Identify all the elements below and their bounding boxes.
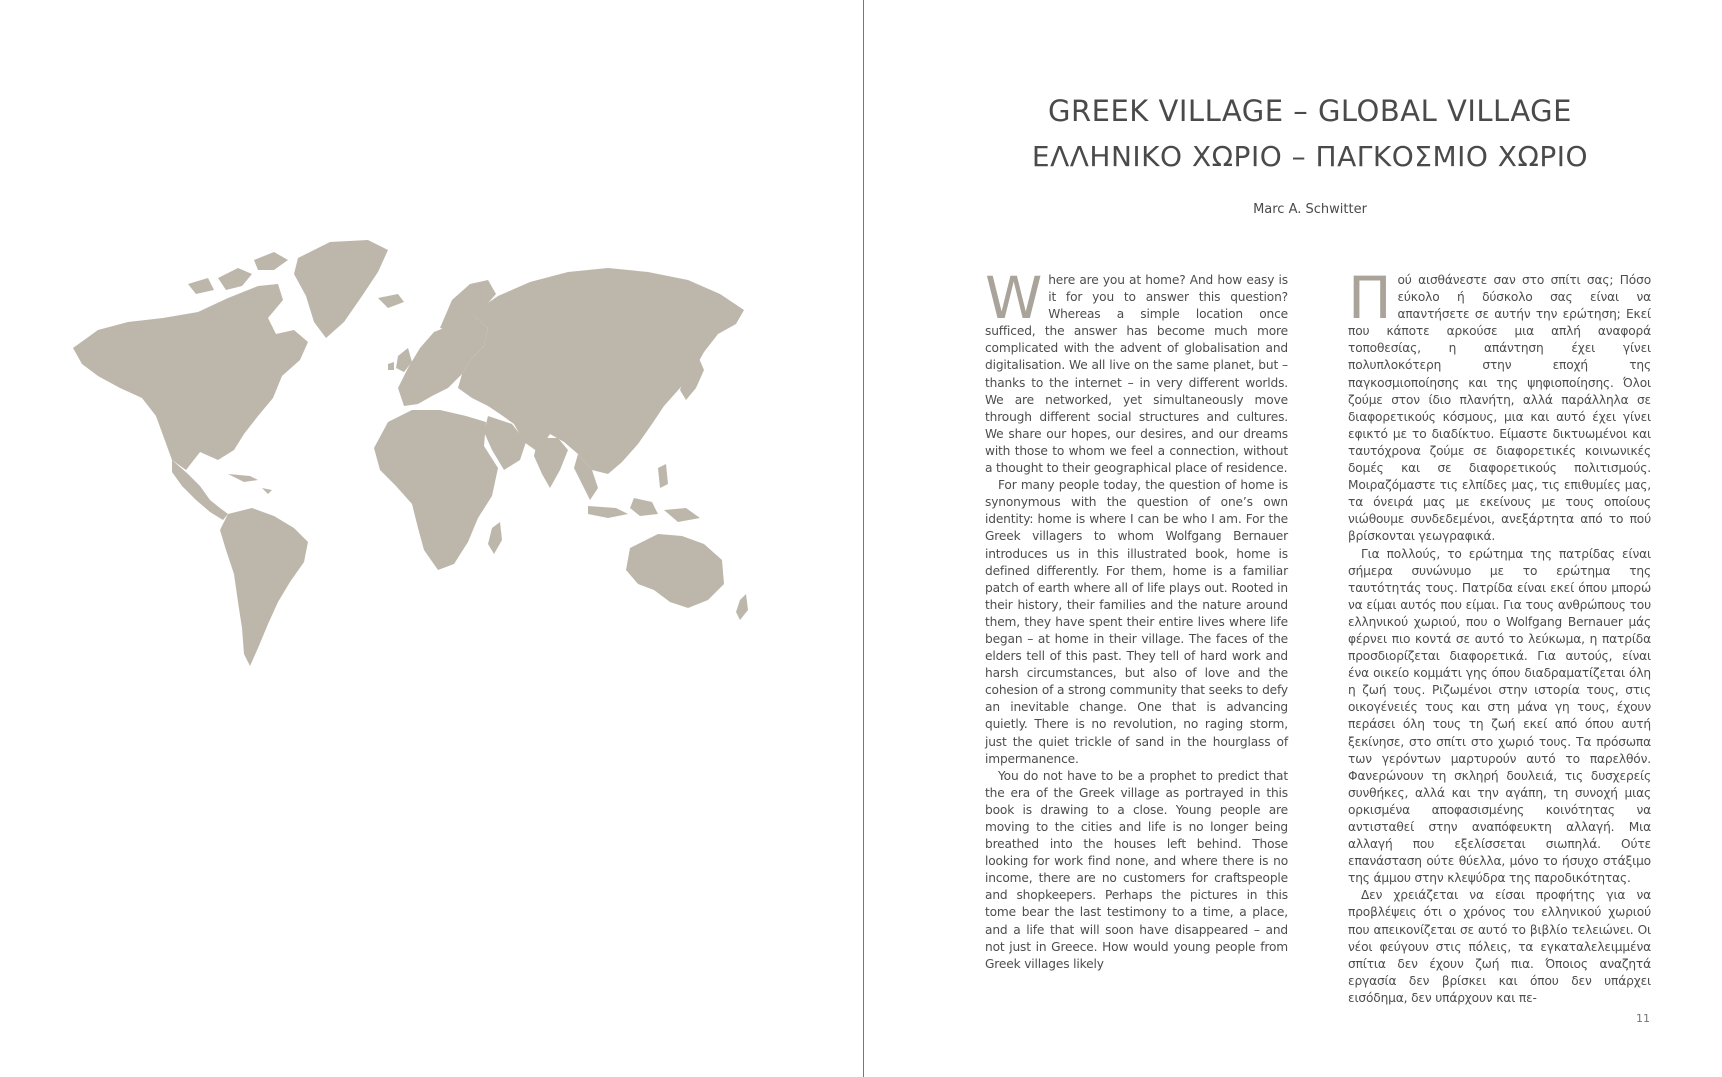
page-number: 11: [1636, 1012, 1650, 1025]
paragraph-text: here are you at home? And how easy is it for you to answer this question? Whereas a simple location once sufficed, the answer has become much more complicated with the advent of globalisation and digitalisation. We all live on the same planet, but – thanks to the internet – in very different worlds. We are networked, yet simultaneously move through different social structures and cultures. We share our hopes, our desires, and our dreams with those to whom we feel a connection, without a thought to their geographical place of residence.: [985, 273, 1288, 476]
english-text-column: [985, 264, 1288, 973]
page-title-english: GREEK VILLAGE – GLOBAL VILLAGE: [1048, 94, 1572, 128]
paragraph: Για πολλούς, το ερώτημα της πατρίδας είναι σήμερα συνώνυμο με το ερώτημα της ταυτότητάς τους. Πατρίδα είναι εκεί όπου μπορώ να είμαι αυτός που είμαι. Για τους ανθρώπους του ελληνικού χωριού, που ο Wolfgang Bernauer μάς φέρνει πιο κοντά σε αυτό το λεύκωμα, η πατρίδα προσδιορίζεται διαφορετικά. Για αυτούς, είναι ένα οικείο κομμάτι γης όπου διαδραματίζεται όλη η ζωή τους. Ριζωμένοι στην ιστορία τους, στις οικογένειές τους και στη μάνα γη τους, έχουν περάσει όλη τους τη ζωή εκεί από όπου αυτή ξεκίνησε, στο σπίτι στο χωριό τους. Τα πρόσωπα των γερόντων μαρτυρούν αυτό το παρελθόν. Φανερώνουν τη σκληρή δουλειά, τις δυσχερείς συνθήκες, αλλά και την αγάπη, τη συνοχή μιας ορκισμένα αποφασισμένης κοινότητας να αντισταθεί στην αναπόφευκτη αλλαγή. Μια αλλαγή που εξελίσσεται σιωπηλά. Ούτε επανάσταση ούτε θύελλα, μόνο το ήσυχο στάξιμο της άμμου στην κλεψύδρα της παροδικότητας.: [1348, 546, 1651, 886]
greek-text-column: [1348, 264, 1651, 1007]
title-block: [985, 88, 1635, 217]
paragraph: Δεν χρειάζεται να είσαι προφήτης για να προβλέψεις ότι ο χρόνος του ελληνικού χωριού που απεικονίζεται σε αυτό το βιβλίο τελειώνει. Οι νέοι φεύγουν στις πόλεις, τα εγκαταλελειμμένα σπίτια δεν έχουν ζωή πια. Όποιος αναζητά εργασία δεν βρίσκει και όπου δεν υπάρχει εισόδημα, δεν υπάρχουν και πε-: [1348, 888, 1651, 1005]
dropcap: W: [985, 264, 1043, 332]
paragraph: [985, 264, 1288, 477]
paragraph-text: ού αισθάνεστε σαν στο σπίτι σας; Πόσο εύκολο ή δύσκολο σας είναι να απαντήσετε σε αυτήν την ερώτηση; Εκεί που κάποτε αρκούσε μια απλή αναφορά τοποθεσίας, η απάντηση έχει γίνει πολυπλοκότερη στην εποχή της παγκοσμιοποίησης και της ψηφιοποίησης. Όλοι ζούμε στον ίδιο πλανήτη, αλλά παράλληλα σε διαφορετικούς κόσμους, μια και αυτό έχει γίνει εφικτό με το διαδίκτυο. Είμαστε δικτυωμένοι και ταυτόχρονα ζούμε σε διαφορετικές κοινωνικές δομές και σε διαφορετικούς πολιτισμούς. Μοιραζόμαστε τις ελπίδες μας, τις επιθυμίες μας, τα όνειρά μας με εκείνους με τους οποίους νιώθουμε συνδεδεμένοι, ανεξάρτητα από το πού βρίσκονται γεωγραφικά.: [1348, 273, 1651, 544]
paragraph: [1348, 264, 1651, 546]
world-map-icon: [68, 238, 748, 678]
page-title-greek: ΕΛΛΗΝΙΚΟ ΧΩΡΙΟ – ΠΑΓΚΟΣΜΙΟ ΧΩΡΙΟ: [1031, 140, 1589, 173]
author-name: Marc A. Schwitter: [1253, 202, 1367, 217]
paragraph: For many people today, the question of home is synonymous with the question of one’s own identity: home is where I can be who I am. For the Greek villagers to whom Wolfgang Bernauer introduces us in this illustrated book, home is defined differently. For them, home is a familiar patch of earth where all of life plays out. Rooted in their history, their families and the nature around them, they have spent their entire lives where life began – at home in their village. The faces of the elders tell of this past. They tell of hard work and harsh circumstances, but also of love and the cohesion of a strong community that seeks to defy an inevitable change. One that is advancing quietly. There is no revolution, no raging storm, just the quiet trickle of sand in the hourglass of impermanence.: [985, 478, 1288, 766]
paragraph: You do not have to be a prophet to predict that the era of the Greek village as portrayed in this book is drawing to a close. Young people are moving to the cities and life is no longer being breathed into the houses left behind. Those looking for work find none, and where there is no income, there are no customers for craftspeople and shopkeepers. Perhaps the pictures in this tome bear the last testimony to a time, a place, and a life that will soon have disappeared – and not just in Greece. How would young people from Greek villages likely: [985, 768, 1288, 971]
dropcap: Π: [1348, 264, 1392, 332]
